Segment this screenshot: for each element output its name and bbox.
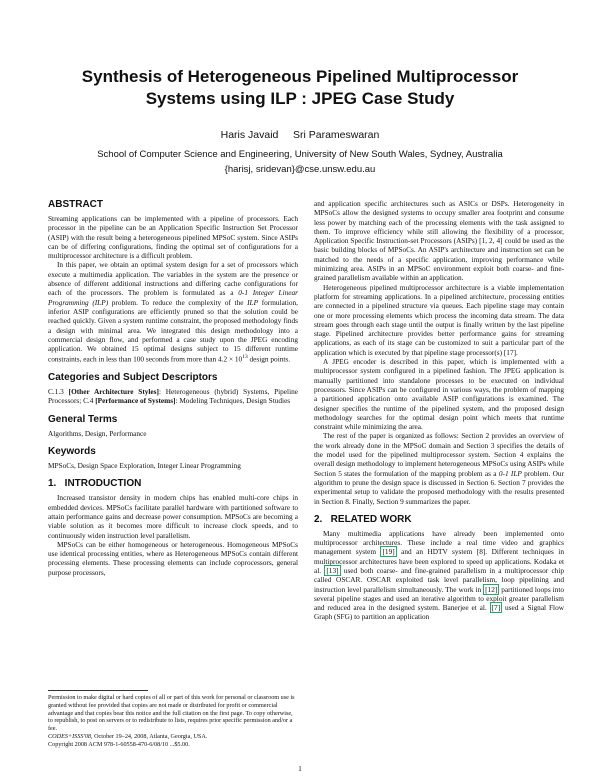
abstract-p1: Streaming applications can be implemented with a pipeline of processors. Each processor in the pipeline can be an Application Specific Instruction Set Processor (ASIP) with the result being a heterogeneous pipelined MPSoC system. Since ASIPs can be of differing configurations, finding the optimal set of configurations for a multiprocessor architecture is a difficult problem. xyxy=(48,214,298,261)
intro-heading: 1. INTRODUCTION xyxy=(48,478,142,490)
email: {harisj, sridevan}@cse.unsw.edu.au xyxy=(224,164,376,175)
copyright: Copyright 2008 ACM 978-1-60558-470-6/08/10 ...$5.00. xyxy=(48,740,190,748)
affiliation-block xyxy=(40,147,560,177)
right-column xyxy=(314,199,564,622)
categories-text: C.1.3 [Other Architecture Styles]: Heterogeneous (hybrid) Systems, Pipeline Processors; C.4 [Performance of Systems]: Modeling Techniques, Design Studies xyxy=(48,387,298,406)
right-p4: The rest of the paper is organized as follows: Section 2 provides an overview of the work already done in the MPSoC domain and Section 3 specifies the details of the model used for the pipelined multiprocessor system. Section 4 explains the overall design methodology to implement heterogeneous MPSoCs using ASIPs while Section 5 states the formulation of the mapping problem as a 0-1 ILP problem. Our algorithm to prune the design space is discussed in Section 6. Section 7 provides the experimental setup to validate the proposed methodology with the results presented in Section 8. Finally, Section 9 summarizes the paper. xyxy=(314,431,564,506)
related-work-p1: Many multimedia applications have already been implemented onto multiprocessor architectures. These include a real time video and graphics management system [19] and an HDTV system [8]. Different techniques in multiprocessor architectures have been explored to speed up applications. Kodaka et al. [13] used both coarse- and fine-grained parallelism in a multiprocessor chip called OSCAR. OSCAR exploited task level parallelism, loop pipelining and instruction level parallelism simultaneously. The work in [12] partitioned loops into several pipeline stages and used an iterative algorithm to exploit greater parallelism and reduced area in the designed system. Banerjee et al. [7] used a Signal Flow Graph (SFG) to partition an application xyxy=(314,528,565,622)
paper-title xyxy=(40,66,560,110)
footnote-rule xyxy=(48,690,148,691)
left-column xyxy=(48,199,298,577)
permission-text: Permission to make digital or hard copies of all or part of this work for personal or classroom use is granted without fee provided that copies are not made or distributed for profit or commercial advantage and that copies bear this notice and the full citation on the first page. To copy otherwise, to republish, to post on servers or to redistribute to lists, requires prior specific permission and/or a fee. xyxy=(48,694,295,733)
authors: Haris Javaid Sri Parameswaran xyxy=(220,129,380,141)
title-line-2: Systems using ILP : JPEG Case Study xyxy=(145,89,455,108)
citation-link[interactable]: [19] xyxy=(382,547,395,557)
intro-p1: Increased transistor density in modern chips has enabled multi-core chips in embedded devices. MPSoCs facilitate parallel hardware with partitioned software to attain performance gains and decrease power consumption. MPSoCs are becoming a viable solution as it becomes more difficult to increase clock speeds, and to continuously widen instruction level parallelism. xyxy=(48,493,298,540)
categories-heading: Categories and Subject Descriptors xyxy=(48,372,218,384)
keywords-text: MPSoCs, Design Space Exploration, Integer Linear Programming xyxy=(48,461,241,471)
general-terms-heading: General Terms xyxy=(48,413,118,425)
citation-link[interactable]: [13] xyxy=(326,565,339,575)
related-work-heading: 2. RELATED WORK xyxy=(314,513,412,525)
abstract-heading: ABSTRACT xyxy=(48,199,103,210)
citation-link[interactable]: [7] xyxy=(491,603,501,613)
right-p1: and application specific architectures such as ASICs or DSPs. Heterogeneity in MPSoCs allow the designed systems to occupy smaller area footprint and consume less power by matching each of the processing elements with the task assigned to them. To improve efficiency while still allowing the flexibility of a processor, Application Specific Instruction-set Processors (ASIPs) [1, 2, 4] could be used as the basic building blocks of MPSoCs. An ASIP's architecture and instruction set can be matched to the needs of a specific application, improving performance while minimizing area. ASIPs in an MPSoC environment exploit both coarse- and fine-grained parallelism available within an application. xyxy=(314,199,564,283)
general-terms-text: Algorithms, Design, Performance xyxy=(48,428,147,438)
intro-p2: MPSoCs can be either homogeneous or heterogeneous. Homogeneous MPSoCs use identical processing entities, where as Heterogeneous MPSoCs contain different processing elements. These processing elements can include coprocessors, general purpose processors, xyxy=(48,539,298,577)
right-p3: A JPEG encoder is described in this paper, which is implemented with a multiprocessor system configured in a pipelined fashion. The JPEG application is manually partitioned into standalone processes to be executed on individual processors. Since ASIPs can be configured in various ways, the problem of mapping a partitioned application onto available ASIP configurations is examined. The designer specifies the runtime of the pipelined system, and the proposed design methodology searches for the optimal design point which meets that runtime constraint while minimizing the area. xyxy=(314,357,564,432)
venue: CODES+ISSS'08, October 19–24, 2008, Atlanta, Georgia, USA. xyxy=(48,732,208,740)
citation-link[interactable]: [12] xyxy=(485,584,498,594)
title-line-1: Synthesis of Heterogeneous Pipelined Multiprocessor xyxy=(81,67,519,86)
permission-notice xyxy=(48,690,298,749)
abstract-p2: In this paper, we obtain an optimal system design for a set of processors which execute a multimedia application. The variables in the system are the presence or absence of different additional instructions and differing cache configurations for each of the processors. The problem is formulated as a 0-1 Integer Linear Programming (ILP) problem. To reduce the complexity of the ILP formulation, inferior ASIP configurations are efficiently pruned so that the solution could be reached quickly. Given a system runtime constraint, the proposed methodology finds a design with minimal area. We integrated this design methodology into a commercial design flow, and performed a case study upon the JPEG encoding application. We obtained 15 optimal designs subject to 15 different runtime constraints, each in less than 100 seconds from more than $4.2 \times 10^{13}$ design points. xyxy=(48,260,298,364)
right-p2: Heterogeneous pipelined multiprocessor architecture is a viable implementation platform for streaming applications. In a pipelined architecture, processing entities are connected in a pipelined structure via queues. Each pipeline stage may contain one or more processing elements which process the incoming data stream. The data stream goes through each stage until the output is finally written by the last pipeline stage. Pipelined architecture provides better performance gains for streaming applications, as each of its stage can be customized to suit a particular part of the application which is executed by that pipeline stage processor(s) [17]. xyxy=(314,282,564,357)
affiliation: School of Computer Science and Engineering, University of New South Wales, Sydney, Australia xyxy=(97,149,503,160)
page-number: 1 xyxy=(298,764,302,773)
keywords-heading: Keywords xyxy=(48,446,96,458)
